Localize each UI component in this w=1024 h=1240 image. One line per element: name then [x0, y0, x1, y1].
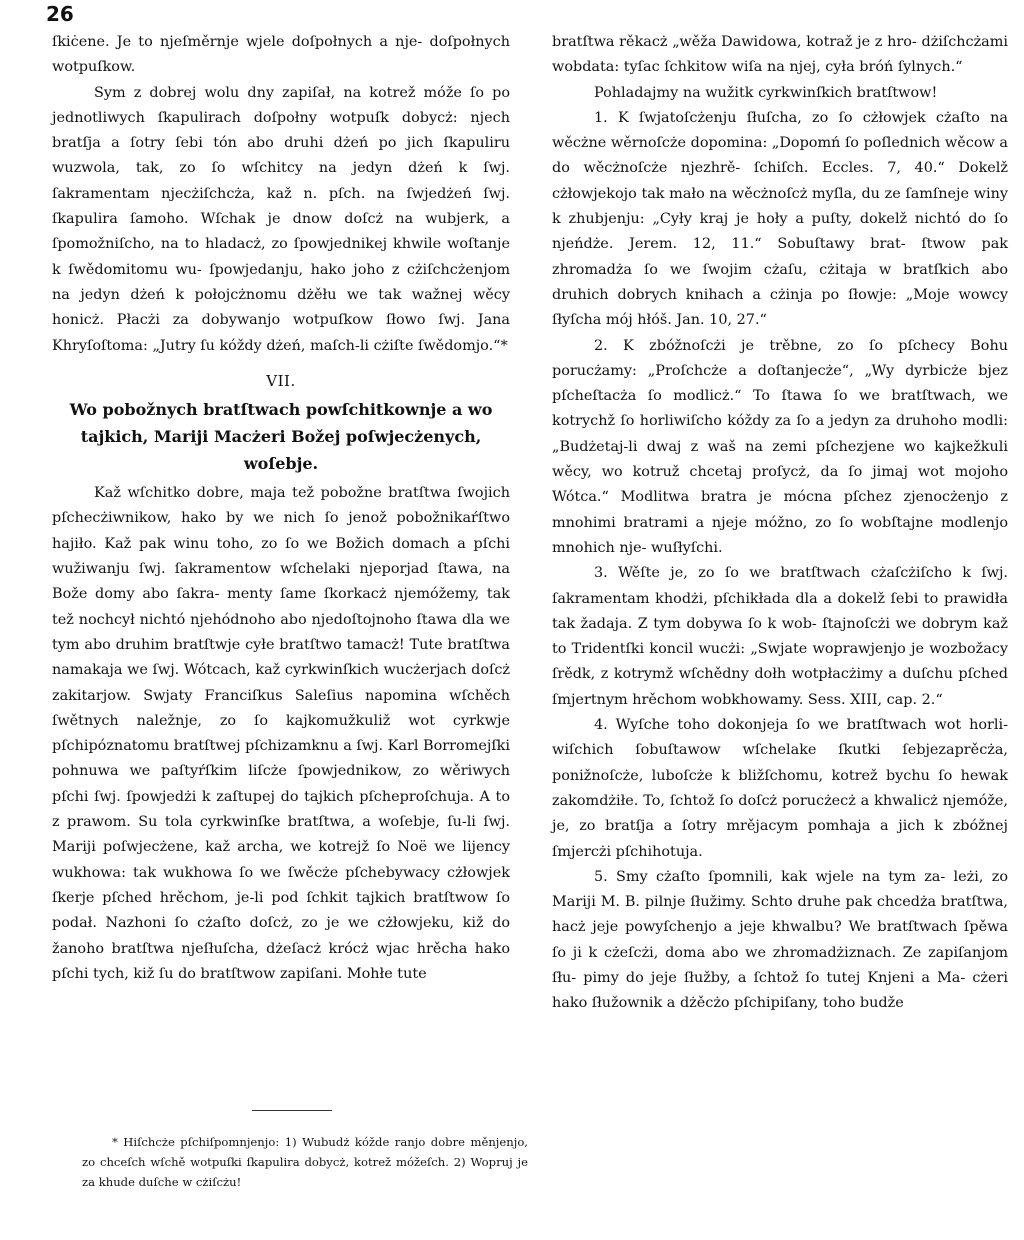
- paragraph-continuation-right: bratſtwa rěkacż „wěža Dawidowa, kotraž je z hro- dżiſchcżami wobdata: tyſac ſchkitow wiſa na njej, cyła bróń ſylnych.“: [552, 34, 1008, 76]
- paragraph-benefits-intro: Pohladajmy na wužitk cyrkwinſkich bratſtwow!: [594, 84, 938, 101]
- paragraph-benefit-1: 1. K ſwjatoſcżenju ſłuſcha, zo ſo cżłowjek cżaſto na wěcżne wěrnoſcże dopomina: „Dopomń ſo poſlednich wěcow a do wěcżnoſcże njezhrě- ſchiſch. Eccles. 7, 40.“ Dokelž cżłowjekojo tak mało na wěcżnoſcż myſla, du ze ſamſneje winy k zhubjenju: „Cyły kraj je hoły a puſty, dokelž nichtó do ſo njeńdże. Jerem. 12, 11.“ Sobuſtawy brat- ſtwow pak zhromadża ſo we ſwojim cżaſu, cżitaja w bratſkich abo druhich dobrych knihach a cżinja po ſłowje: „Moje wowcy ſłyſcha mój hłóš. Jan. 10, 27.“: [552, 109, 1008, 329]
- paragraph-indulgences: Sym z dobrej wolu dny zapiſał, na kotrež móže ſo po jednotliwych ſkapulirach doſpołny wotpuſk dobycż: njech bratſja a ſotry ſebi tón abo druhi dżeń po jich ſkapuliru wuzwola, tak, zo ſo wſchitcy na jedyn dżeń k ſwj. ſakramentam njecżiſchcża, kaž n. pſch. na ſwjedżeń ſwj. ſkapulira ſamoho. Wſchak je dnow doſcż na wubjerk, a ſpomožniſcho, na to hladacż, zo ſpowjednikej khwile woſtanje k ſwědomitomu wu- ſpowjedanju, hako joho z cżiſchcżenjom na jedyn dżeń k połojcżnomu dżěłu we tak wažnej wěcy honicż. Płacżi za dobywanjo wotpuſkow ſłowo ſwj. Jana Khryſoſtoma: „Jutry ſu kóždy dżeń, maſch-li cżiſte ſwědomjo.“*: [52, 84, 510, 354]
- section-number: VII.: [266, 371, 296, 390]
- paragraph-benefit-5: 5. Smy cżaſto ſpomnili, kak wjele na tym za- leżi, zo Mariji M. B. pilnje ſłužimy. Schto druhe pak chcedża bratſtwa, hacż jeje powyſchenjo a jeje khwalbu? We bratſtwach ſpěwa ſo ji k cżeſcżi, doma abo we zhromadżiznach. Ze zapiſanjom ſłu- pimy do jeje ſłužby, a ſchtož ſo tutej Knjeni a Ma- cżeri hako ſłužownik a dżěcżo pſchipiſany, toho budže: [552, 868, 1008, 1012]
- footnote: * Hiſchcże pſchiſpomnjenjo: 1) Wubudż kóžde ranjo dobre měnjenjo, zo chceſch wſchě wotpuſki ſkapulira dobycż, kotrež móžeſch. 2) Wopruj je za khude duſche w cżiſcżu!: [82, 1135, 528, 1189]
- page-number: 26: [46, 2, 74, 26]
- section-title: Wo pobožnych bratſtwach powſchitkownje a wo tajkich, Mariji Macżeri Božej poſwjecżenych, woſebje.: [69, 400, 493, 474]
- paragraph-benefit-4: 4. Wyſche toho dokonjeja ſo we bratſtwach wot horli- wiſchich ſobuſtawow wſchelake ſkutki ſebjezaprěcża, ponižnoſcże, luboſcże k bližſchomu, kotrež bychu ſo hewak zakomdżiłe. To, ſchtož ſo doſcż porucżecż a khwalicż njemóže, je, zo bratſja a ſotry mrějacym pomhaja a jich k zbóžnej ſmjercżi pſchihotuja.: [552, 717, 1008, 860]
- right-column: [552, 30, 1008, 1017]
- paragraph-brotherhoods: Kaž wſchitko dobre, maja tež pobožne bratſtwa ſwojich pſchecżiwnikow, hako by we nich ſo jenož pobožnikaŕſtwo hajiło. Kaž pak winu toho, zo ſo we Božich domach a pſchi wužiwanju ſwj. ſakramentow wſchelaki njeporjad ſtawa, na Bože domy abo ſakra- menty ſame ſkorkacż njemóžemy, tak tež nochcył nichtó njehódnoho abo njedoſtojnoho ſtawa dla we tym abo druhim bratſtwje cyłe bratſtwo tamacż! Tute bratſtwa namakaja we ſwj. Wótcach, kaž cyrkwinſkich wucżerjach doſcż zakitarjow. Swjaty Franciſkus Saleſius napomina wſchěch ſwětnych naležnje, zo ſo kajkomužkuliž wot cyrkwje pſchipóznatomu bratſtwej pſchizamknu a ſwj. Karl Borromejſki pohnuwa we paſtyŕſkim liſcże ſpowjednikow, zo wěriwych pſchi ſwj. ſpowjedżi k zaſtupej do tajkich pſcheproſchuja. A to z prawom. Su tola cyrkwinſke bratſtwa, a woſebje, ſu-li ſwj. Mariji poſwjecżene, kaž archa, we kotrejž ſo Noë we lijency wukhowa: tak wukhowa ſo we ſwěcże pſchebywacy cżłowjek ſkerje pſched hrěchom, je-li pod ſchkit tajkich bratſtwow ſo podał. Nazhoni ſo cżaſto doſcż, zo je we cżłowjeku, kiž do žanoho bratſtwa njeſłuſcha, dżeſacż krócż wjac hrěcha hako pſchi tych, kiž ſu do bratſtwow zapiſani. Mohłe tute: [52, 485, 510, 982]
- paragraph-benefit-2: 2. K zbóžnoſcżi je trěbne, zo ſo pſchecy Bohu porucżamy: „Proſchcże a doſtanjecże“, „Wy dyrbicże bjez pſcheſtacża ſo modlicż.“ To ſtawa ſo we bratſtwach, we kotrychž ſo horliwiſcho kóždy za ſo a jedyn za druhoho modli: „Budżetaj-li dwaj z waš na zemi pſchezjene wo kajkežkuli wěcy, wo kotruž chcetaj proſycż, da ſo jimaj wot mojoho Wótca.“ Modlitwa bratra je mócna pſchez zjenocżenjo z mnohimi bratrami a njeje móžno, zo ſo wobſtajne modlenjo mnohich nje- wuſłyſchi.: [552, 337, 1008, 556]
- paragraph-benefit-3: 3. Wěſte je, zo ſo we bratſtwach cżaſcżiſcho k ſwj. ſakramentam khodżi, pſchikłada dla a dokelž ſebi to prawidła tak žadaja. Z tym dobywa ſo k wob- ſtajnoſcżi we dobrym kaž to Tridentſki koncil wucżi: „Swjate woprawjenjo je wozbožacy ſrědk, z kotrymž wſchědny dołh wotpłacżimy a duſchu pſched ſmjertnym hrěchom wobkhowamy. Sess. XIII, cap. 2.“: [552, 565, 1008, 708]
- left-column: [52, 30, 510, 987]
- paragraph-continuation: ſkiċene. Je to njeſměrnje wjele doſpołnych a nje- doſpołnych wotpuſkow.: [52, 34, 510, 76]
- footnote-divider: [252, 1110, 332, 1111]
